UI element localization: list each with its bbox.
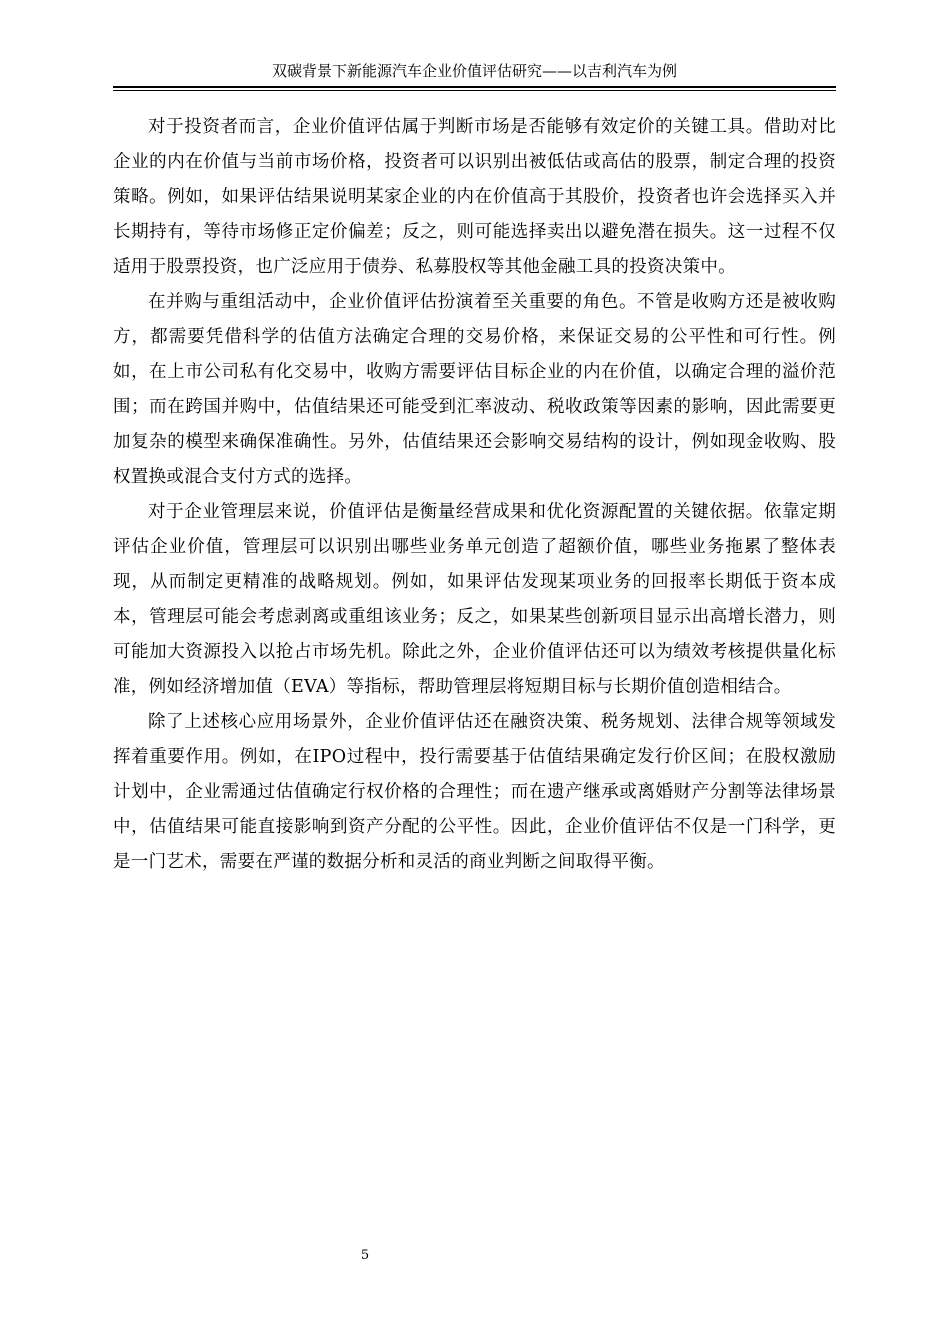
body-text <box>113 110 836 880</box>
header-rule-thick <box>113 86 836 88</box>
header-rule-thin <box>113 90 836 91</box>
paragraph-mergers: 在并购与重组活动中，企业价值评估扮演着至关重要的角色。不管是收购方还是被收购方，都需要凭借科学的估值方法确定合理的交易价格，来保证交易的公平性和可行性。例如，在上市公司私有化交易中，收购方需要评估目标企业的内在价值，以确定合理的溢价范围；而在跨国并购中，估值结果还可能受到汇率波动、税收政策等因素的影响，因此需要更加复杂的模型来确保准确性。另外，估值结果还会影响交易结构的设计，例如现金收购、股权置换或混合支付方式的选择。 <box>113 292 836 487</box>
paragraph-other-uses: 除了上述核心应用场景外，企业价值评估还在融资决策、税务规划、法律合规等领域发挥着重要作用。例如，在IPO过程中，投行需要基于估值结果确定发行价区间；在股权激励计划中，企业需通过估值确定行权价格的合理性；而在遗产继承或离婚财产分割等法律场景中，估值结果可能直接影响到资产分配的公平性。因此，企业价值评估不仅是一门科学，更是一门艺术，需要在严谨的数据分析和灵活的商业判断之间取得平衡。 <box>113 712 836 872</box>
running-header: 双碳背景下新能源汽车企业价值评估研究——以吉利汽车为例 <box>271 62 677 80</box>
paragraph-investors: 对于投资者而言，企业价值评估属于判断市场是否能够有效定价的关键工具。借助对比企业的内在价值与当前市场价格，投资者可以识别出被低估或高估的股票，制定合理的投资策略。例如，如果评估结果说明某家企业的内在价值高于其股价，投资者也许会选择买入并长期持有，等待市场修正定价偏差；反之，则可能选择卖出以避免潜在损失。这一过程不仅适用于股票投资，也广泛应用于债券、私募股权等其他金融工具的投资决策中。 <box>113 117 836 277</box>
paragraph-management: 对于企业管理层来说，价值评估是衡量经营成果和优化资源配置的关键依据。依靠定期评估企业价值，管理层可以识别出哪些业务单元创造了超额价值，哪些业务拖累了整体表现，从而制定更精准的战略规划。例如，如果评估发现某项业务的回报率长期低于资本成本，管理层可能会考虑剥离或重组该业务；反之，如果某些创新项目显示出高增长潜力，则可能加大资源投入以抢占市场先机。除此之外，企业价值评估还可以为绩效考核提供量化标准，例如经济增加值（EVA）等指标，帮助管理层将短期目标与长期价值创造相结合。 <box>113 502 836 697</box>
page-number: 5 <box>360 1248 370 1263</box>
